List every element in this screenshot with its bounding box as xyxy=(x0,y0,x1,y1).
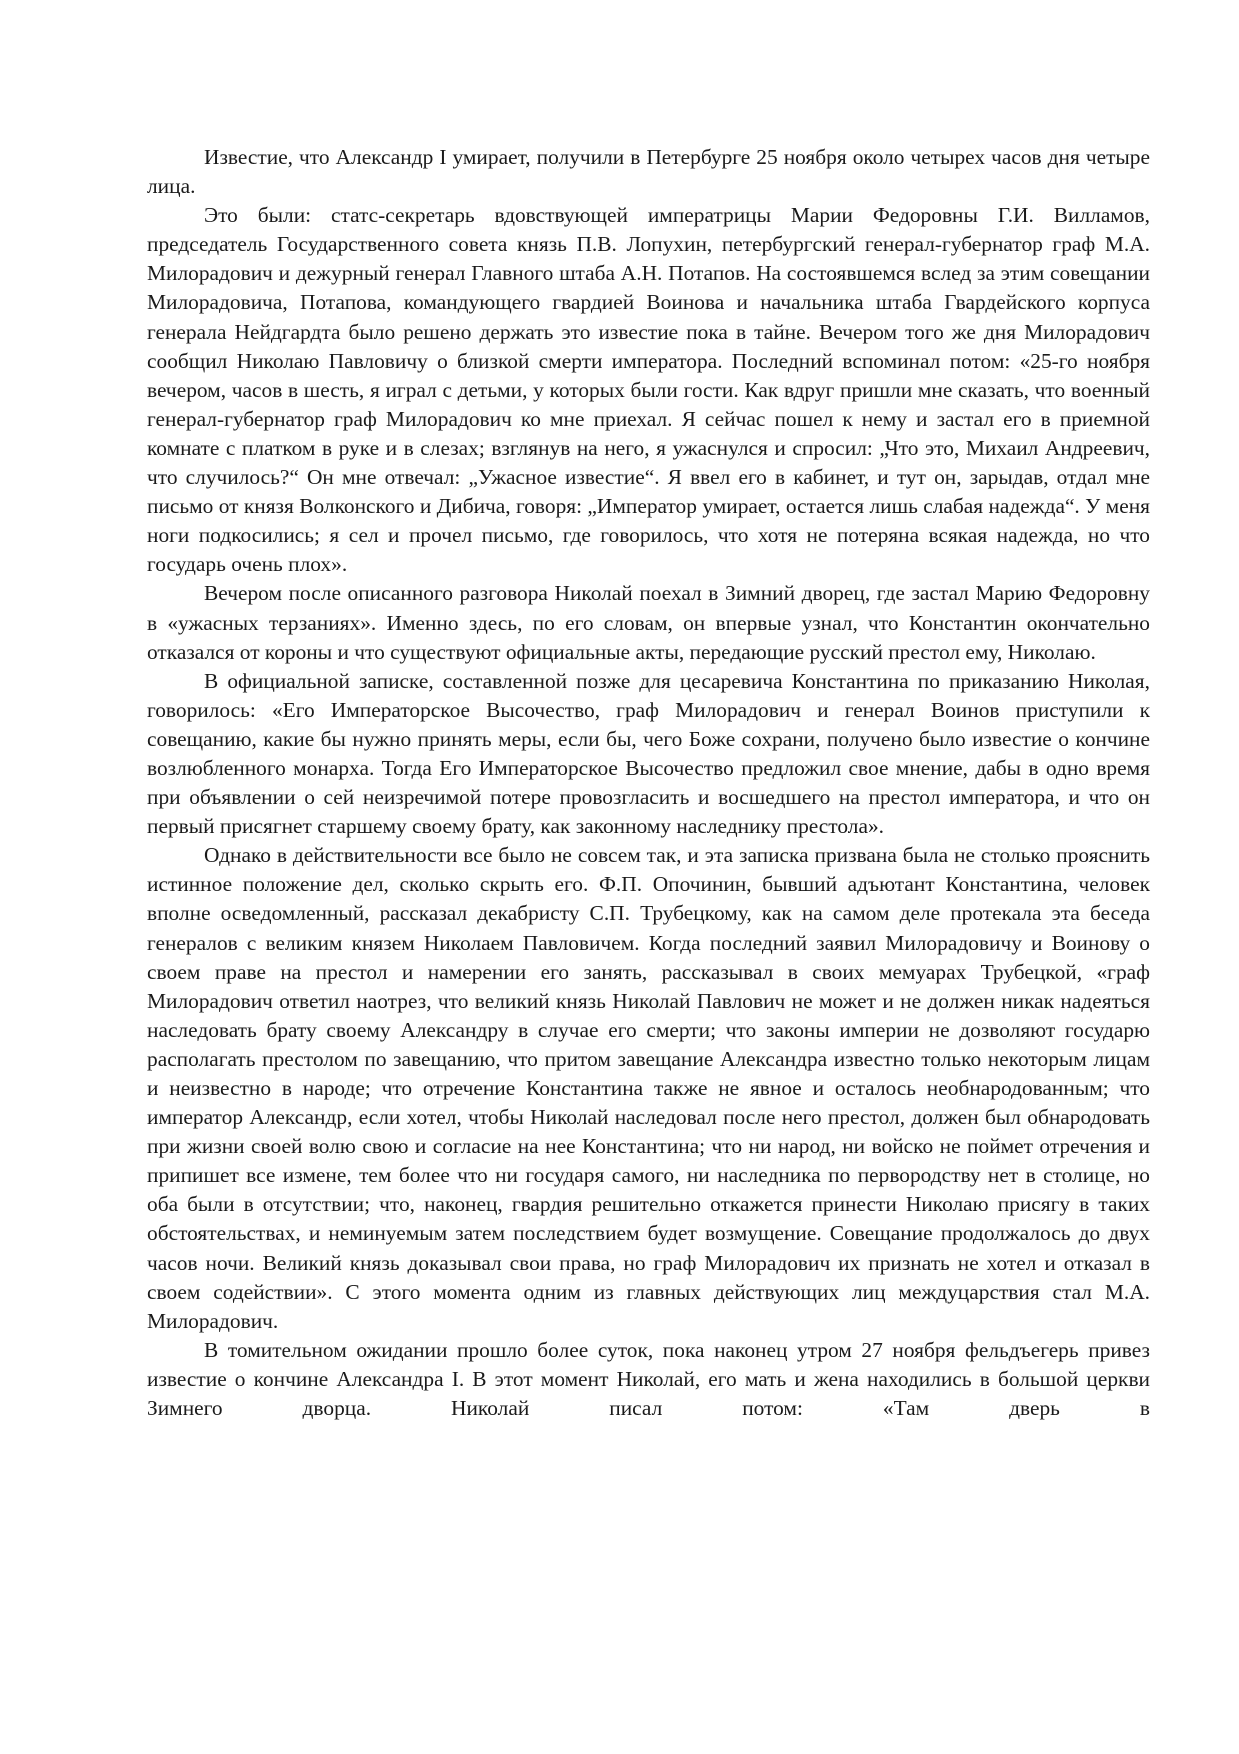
paragraph: Однако в действительности все было не совсем так, и эта записка призвана была не столько прояснить истинное положение дел, сколько скрыть его. Ф.П. Опочинин, бывший адъютант Константина, человек вполне осведомленный, рассказал декабристу С.П. Трубецкому, как на самом деле протекала эта беседа генералов с великим князем Николаем Павловичем. Когда последний заявил Милорадовичу и Воинову о своем праве на престол и намерении его занять, рассказывал в своих мемуарах Трубецкой, «граф Милорадович ответил наотрез, что великий князь Николай Павлович не может и не должен никак надеяться наследовать брату своему Александру в случае его смерти; что законы империи не дозволяют государю располагать престолом по завещанию, что притом завещание Александра известно только некоторым лицам и неизвестно в народе; что отречение Константина также не явное и осталось необнародованным; что император Александр, если хотел, чтобы Николай наследовал после него престол, должен был обнародовать при жизни своей волю свою и согласие на нее Константина; что ни народ, ни войско не поймет отречения и припишет все измене, тем более что ни государя самого, ни наследника по первородству нет в столице, но оба были в отсутствии; что, наконец, гвардия решительно откажется принести Николаю присягу в таких обстоятельствах, и неминуемым затем последствием будет возмущение. Совещание продолжалось до двух часов ночи. Великий князь доказывал свои права, но граф Милорадович их признать не хотел и отказал в своем содействии». С этого момента одним из главных действующих лиц междуцарствия стал М.А. Милорадович. xyxy=(147,843,1150,1333)
paragraph: Вечером после описанного разговора Николай поехал в Зимний дворец, где застал Марию Федоровну в «ужасных терзаниях». Именно здесь, по его словам, он впервые узнал, что Константин окончательно отказался от короны и что существуют официальные акты, передающие русский престол ему, Николаю. xyxy=(147,581,1150,664)
paragraph: В официальной записке, составленной позже для цесаревича Константина по приказанию Николая, говорилось: «Его Императорское Высочество, граф Милорадович и генерал Воинов приступили к совещанию, какие бы нужно принять меры, если бы, чего Боже сохрани, получено было известие о кончине возлюбленного монарха. Тогда Его Императорское Высочество предложил свое мнение, дабы в одно время при объявлении о сей неизречимой потере провозгласить и восшедшего на престол императора, и что он первый присягнет старшему своему брату, как законному наследнику престола». xyxy=(147,668,1150,839)
document-page xyxy=(147,143,1150,1423)
paragraph: Известие, что Александр I умирает, получили в Петербурге 25 ноября около четырех часов дня четыре лица. xyxy=(147,145,1150,199)
paragraph: В томительном ожидании прошло более суток, пока наконец утром 27 ноября фельдъегерь привез известие о кончине Александра I. В этот момент Николай, его мать и жена находились в большой церкви Зимнего дворца. Николай писал потом: «Там дверь в xyxy=(147,1337,1150,1421)
paragraph: Это были: статс-секретарь вдовствующей императрицы Марии Федоровны Г.И. Вилламов, председатель Государственного совета князь П.В. Лопухин, петербургский генерал-губернатор граф М.А. Милорадович и дежурный генерал Главного штаба А.Н. Потапов. На состоявшемся вслед за этим совещании Милорадовича, Потапова, командующего гвардией Воинова и начальника штаба Гвардейского корпуса генерала Нейдгардта было решено держать это известие пока в тайне. Вечером того же дня Милорадович сообщил Николаю Павловичу о близкой смерти императора. Последний вспоминал потом: «25-го ноября вечером, часов в шесть, я играл с детьми, у которых были гости. Как вдруг пришли мне сказать, что военный генерал-губернатор граф Милорадович ко мне приехал. Я сейчас пошел к нему и застал его в приемной комнате с платком в руке и в слезах; взглянув на него, я ужаснулся и спросил: „Что это, Михаил Андреевич, что случилось?“ Он мне отвечал: „Ужасное известие“. Я ввел его в кабинет, и тут он, зарыдав, отдал мне письмо от князя Волконского и Дибича, говоря: „Император умирает, остается лишь слабая надежда“. У меня ноги подкосились; я сел и прочел письмо, где говорилось, что хотя не потеряна всякая надежда, но что государь очень плох». xyxy=(147,203,1150,577)
